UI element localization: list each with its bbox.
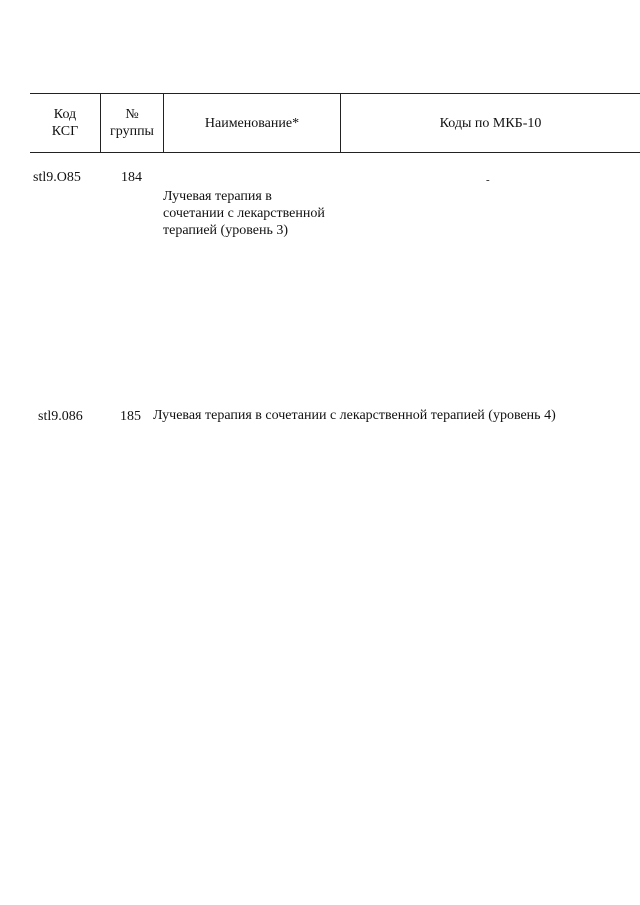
header-code-line2: КСГ [51, 124, 79, 139]
header-name [164, 94, 340, 152]
header-group-line1: № [125, 107, 139, 122]
row2-group: 185 [120, 409, 141, 424]
row1-name-line3: терапией (уровень 3) [163, 223, 288, 238]
header-mkb-codes [341, 94, 640, 152]
row1-mkb-dash: - [486, 174, 490, 186]
row2-code: stl9.086 [38, 409, 83, 424]
header-group-line2: группы [110, 124, 154, 139]
row1-name-line2: сочетании с лекарственной [163, 206, 325, 221]
row2-name: Лучевая терапия в сочетании с лекарственной терапией (уровень 4) [153, 408, 556, 423]
row1-name-line1: Лучевая терапия в [163, 189, 272, 204]
header-name-label: Наименование* [204, 115, 300, 131]
table-header [30, 93, 640, 153]
row1-group: 184 [121, 170, 142, 185]
row1-code: stl9.O85 [33, 170, 81, 185]
header-mkb-label: Коды по МКБ-10 [439, 115, 542, 131]
header-group-number [101, 94, 163, 152]
header-code-ksg [30, 94, 100, 152]
header-code-line1: Код [53, 107, 77, 122]
